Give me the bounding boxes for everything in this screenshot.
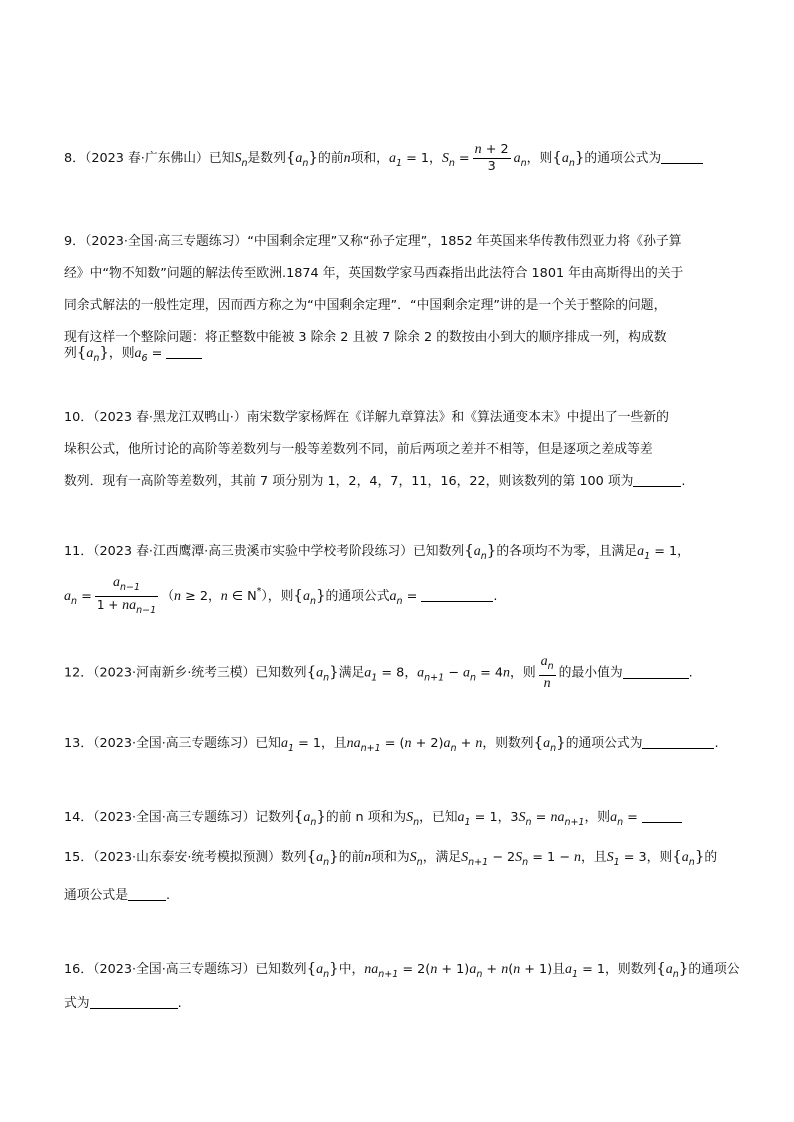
question-12: 12．（2023·河南新乡·统考三模）已知数列$\{a_n\}$满足$a_1 = 8$，$a_{n+1} - a_n = 4n$，则 $\frac{a_n}{n}$ 的最小值为 . — [64, 654, 693, 691]
answer-blank-14[interactable] — [642, 808, 682, 823]
answer-blank-11[interactable] — [421, 587, 493, 602]
answer-blank-10[interactable] — [633, 472, 681, 487]
question-14: 14．（2023·全国·高三专题练习）记数列$\{a_n\}$的前 n 项和为$S_n$，已知$a_1 = 1$，$3S_n = na_{n+1}$，则$a_n$ = — [64, 806, 682, 833]
answer-blank-13[interactable] — [642, 734, 714, 749]
answer-blank-16[interactable] — [90, 994, 178, 1009]
answer-blank-8[interactable] — [661, 149, 703, 164]
answer-blank-9[interactable] — [166, 344, 202, 359]
answer-blank-15[interactable] — [128, 886, 166, 901]
question-8: 8．（2023 春·广东佛山）已知$S_n$是数列$\{a_n\}$的前n项和，$a_1 = 1$，$S_n$ = $\frac{n + 2}{3}$ $a_n$，则$\{a_n\}$的通项公式为 — [64, 142, 703, 175]
answer-blank-12[interactable] — [623, 664, 689, 679]
question-13: 13．（2023·全国·高三专题练习）已知$a_1 = 1$，且$na_{n+1} = (n + 2)a_n + n$，则数列$\{a_n\}$的通项公式为 . — [64, 733, 719, 754]
